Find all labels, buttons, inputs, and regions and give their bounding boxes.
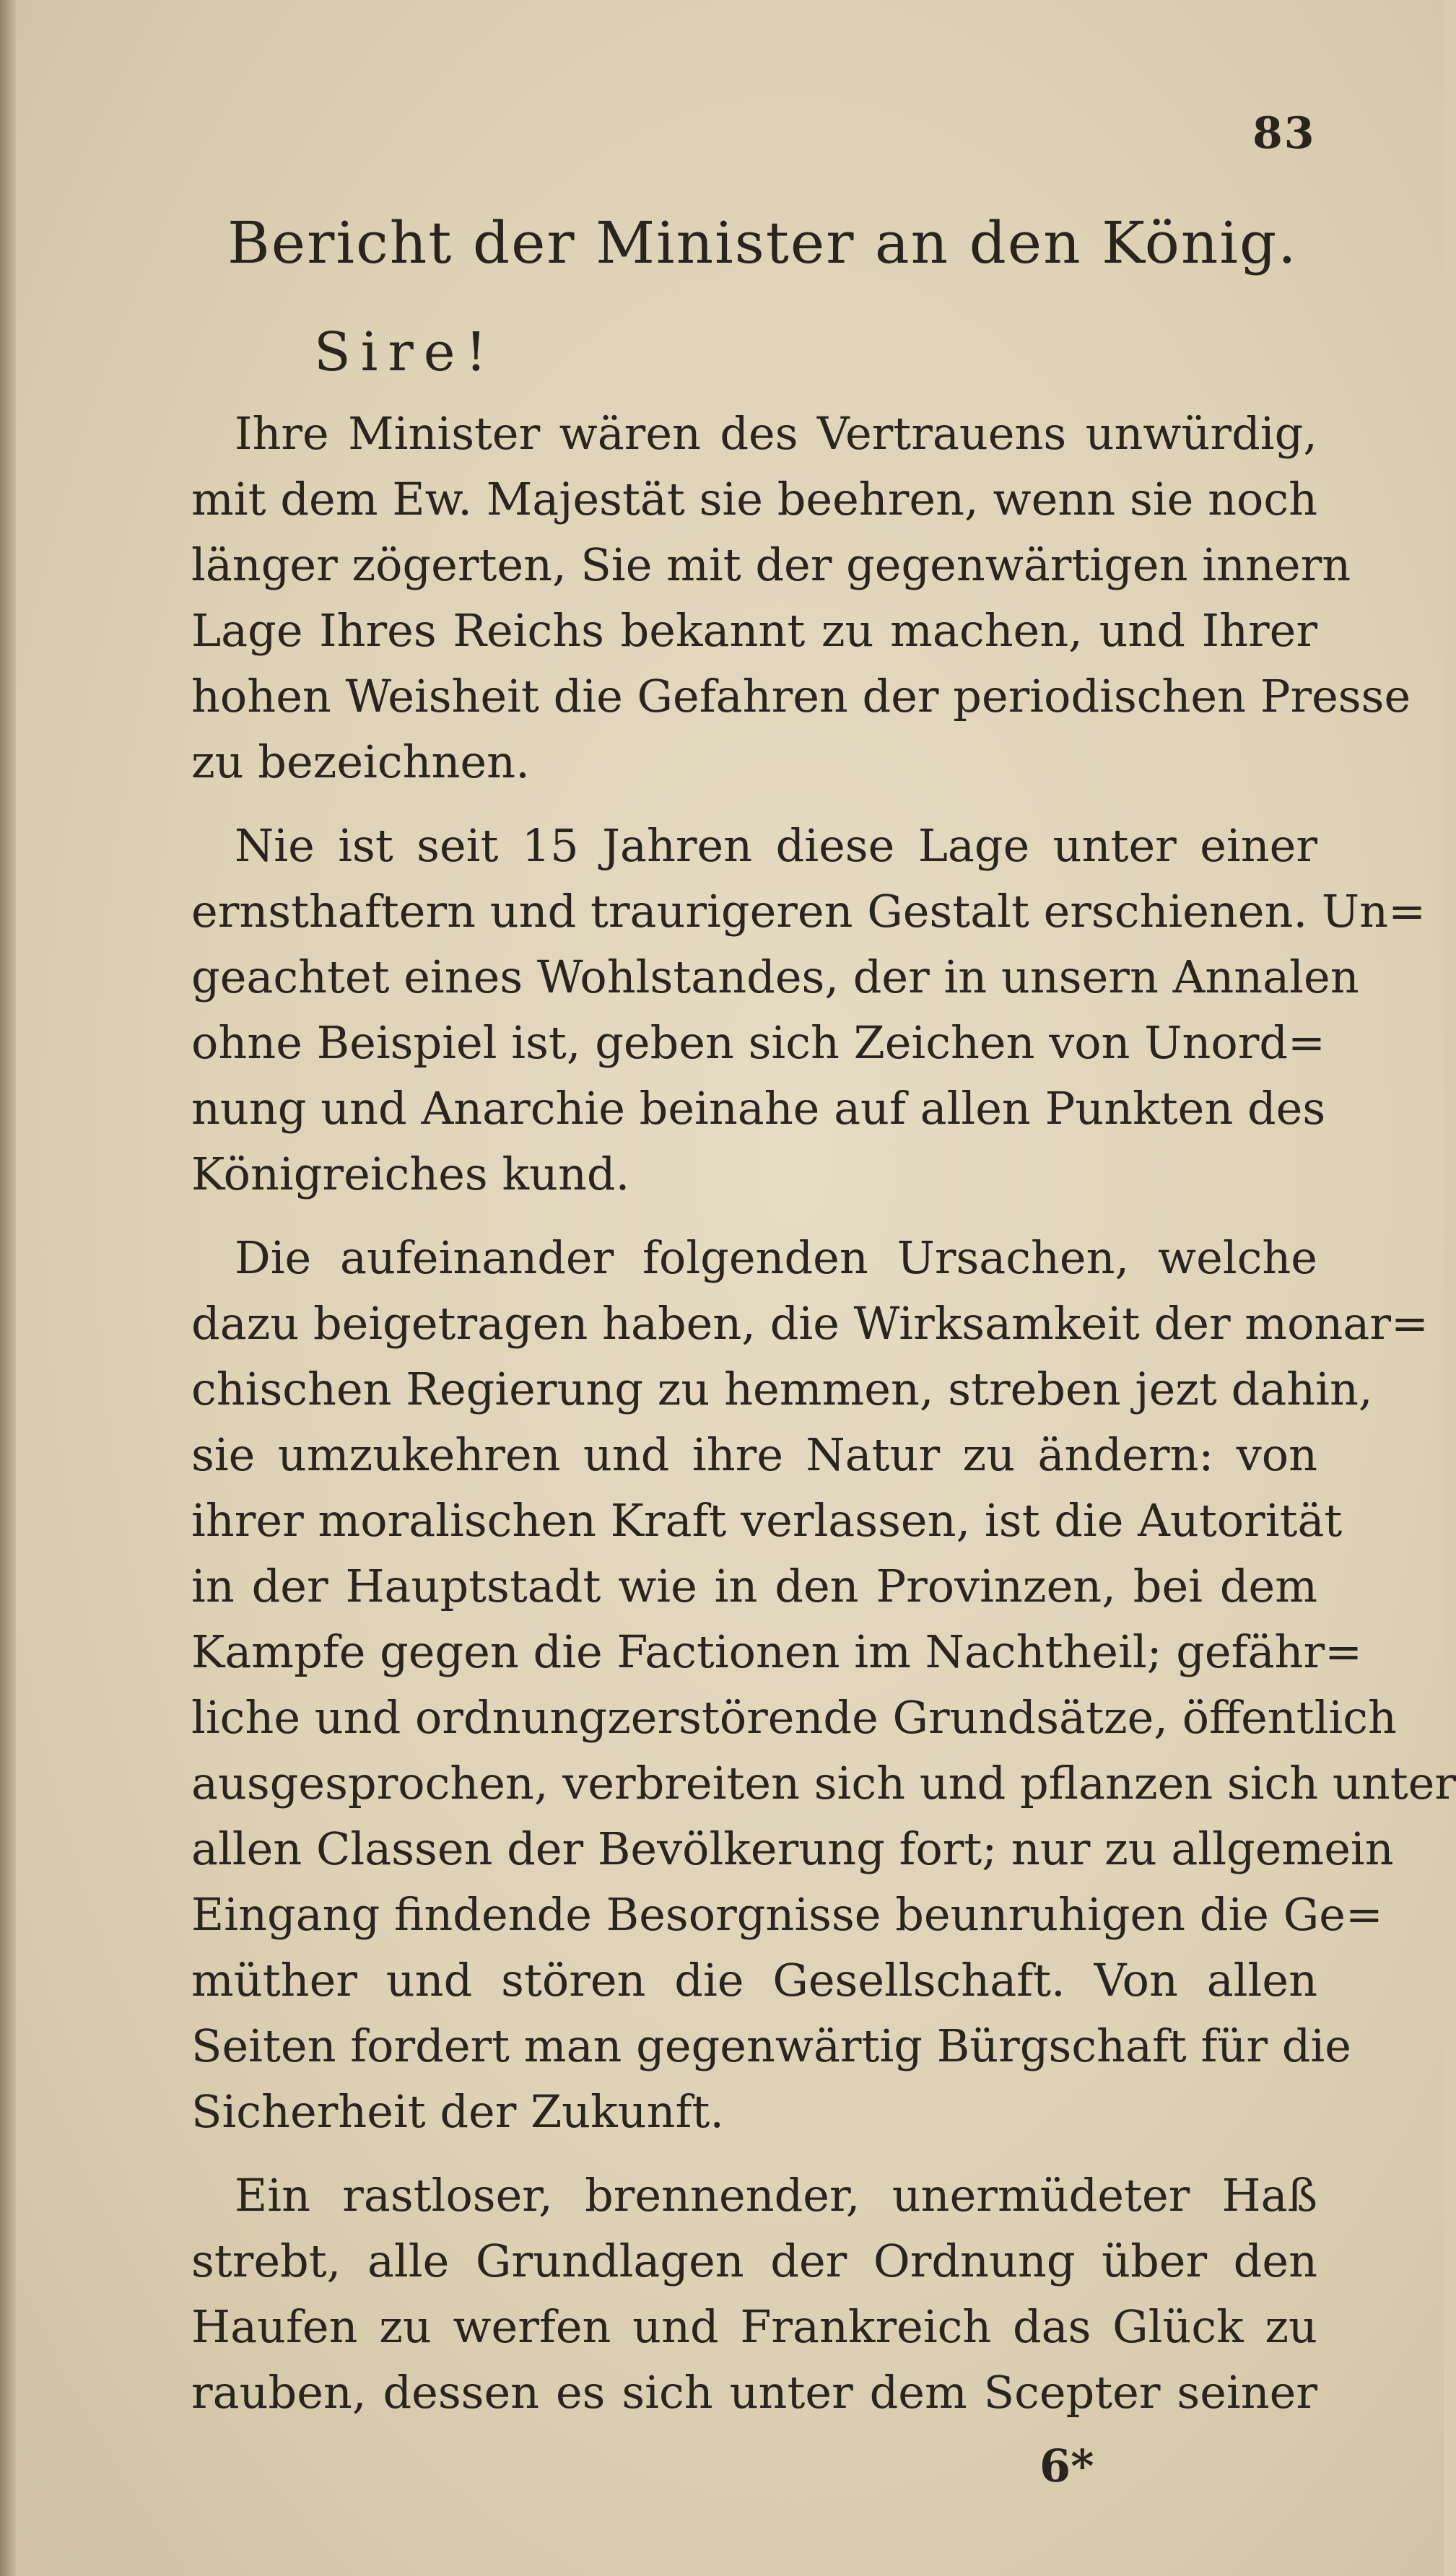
text-line: Nie ist seit 15 Jahren diese Lage unter einer <box>235 819 1317 872</box>
text-line: zu bezeichnen. <box>191 735 530 788</box>
text-line: mit dem Ew. Majestät sie beehren, wenn sie noch <box>191 473 1317 525</box>
text-line: Königreiches kund. <box>191 1148 630 1200</box>
text-line: chischen Regierung zu hemmen, streben jezt dahin, <box>191 1363 1373 1415</box>
paragraph <box>191 1225 1456 2144</box>
text-line: müther und stören die Gesellschaft. Von allen <box>191 1954 1317 2007</box>
text-line: ernsthaftern und traurigeren Gestalt erschienen. Un= <box>191 885 1426 938</box>
salutation: Sire! <box>314 321 497 383</box>
text-line: dazu beigetragen haben, die Wirksamkeit der monar= <box>191 1297 1429 1350</box>
text-line: Haufen zu werfen und Frankreich das Glück zu <box>191 2300 1317 2353</box>
text-line: Ihre Minister wären des Vertrauens unwürdig, <box>235 407 1317 460</box>
page-heading: Bericht der Minister an den König. <box>227 209 1298 276</box>
text-line: Die aufeinander folgenden Ursachen, welche <box>235 1231 1317 1284</box>
paragraph <box>191 401 1411 795</box>
text-line: hohen Weisheit die Gefahren der periodischen Presse <box>191 670 1411 722</box>
text-line: ihrer moralischen Kraft verlassen, ist die Autorität <box>191 1494 1343 1547</box>
text-line: Lage Ihres Reichs bekannt zu machen, und Ihrer <box>191 604 1317 657</box>
paragraph <box>191 2162 1317 2425</box>
text-line: rauben, dessen es sich unter dem Scepter seiner <box>191 2366 1317 2419</box>
text-line: allen Classen der Bevölkerung fort; nur zu allgemein <box>191 1822 1394 1875</box>
page-edge <box>0 0 16 2576</box>
text-line: Sicherheit der Zukunft. <box>191 2085 725 2138</box>
body-text <box>191 401 1456 2443</box>
page-number: 83 <box>1252 108 1316 159</box>
text-line: länger zögerten, Sie mit der gegenwärtigen innern <box>191 538 1351 591</box>
text-line: in der Hauptstadt wie in den Provinzen, bei dem <box>191 1560 1317 1612</box>
text-line: Seiten fordert man gegenwärtig Bürgschaft für die <box>191 2020 1351 2072</box>
text-line: Ein rastloser, brennender, unermüdeter Haß <box>235 2169 1317 2222</box>
signature-mark: 6* <box>1039 2440 1094 2492</box>
text-line: Eingang findende Besorgnisse beunruhigen die Ge= <box>191 1888 1383 1941</box>
text-line: ohne Beispiel ist, geben sich Zeichen von Unord= <box>191 1016 1325 1069</box>
text-line: strebt, alle Grundlagen der Ordnung über den <box>191 2235 1317 2287</box>
paragraph <box>191 813 1426 1207</box>
text-line: geachtet eines Wohlstandes, der in unsern Annalen <box>191 951 1359 1003</box>
text-line: ausgesprochen, verbreiten sich und pflanzen sich unter <box>191 1757 1456 1809</box>
text-line: Kampfe gegen die Factionen im Nachtheil; gefähr= <box>191 1625 1363 1678</box>
text-line: liche und ordnungzerstörende Grundsätze, öffentlich <box>191 1691 1397 1744</box>
text-line: sie umzukehren und ihre Natur zu ändern: von <box>191 1428 1317 1481</box>
text-line: nung und Anarchie beinahe auf allen Punkten des <box>191 1082 1326 1135</box>
